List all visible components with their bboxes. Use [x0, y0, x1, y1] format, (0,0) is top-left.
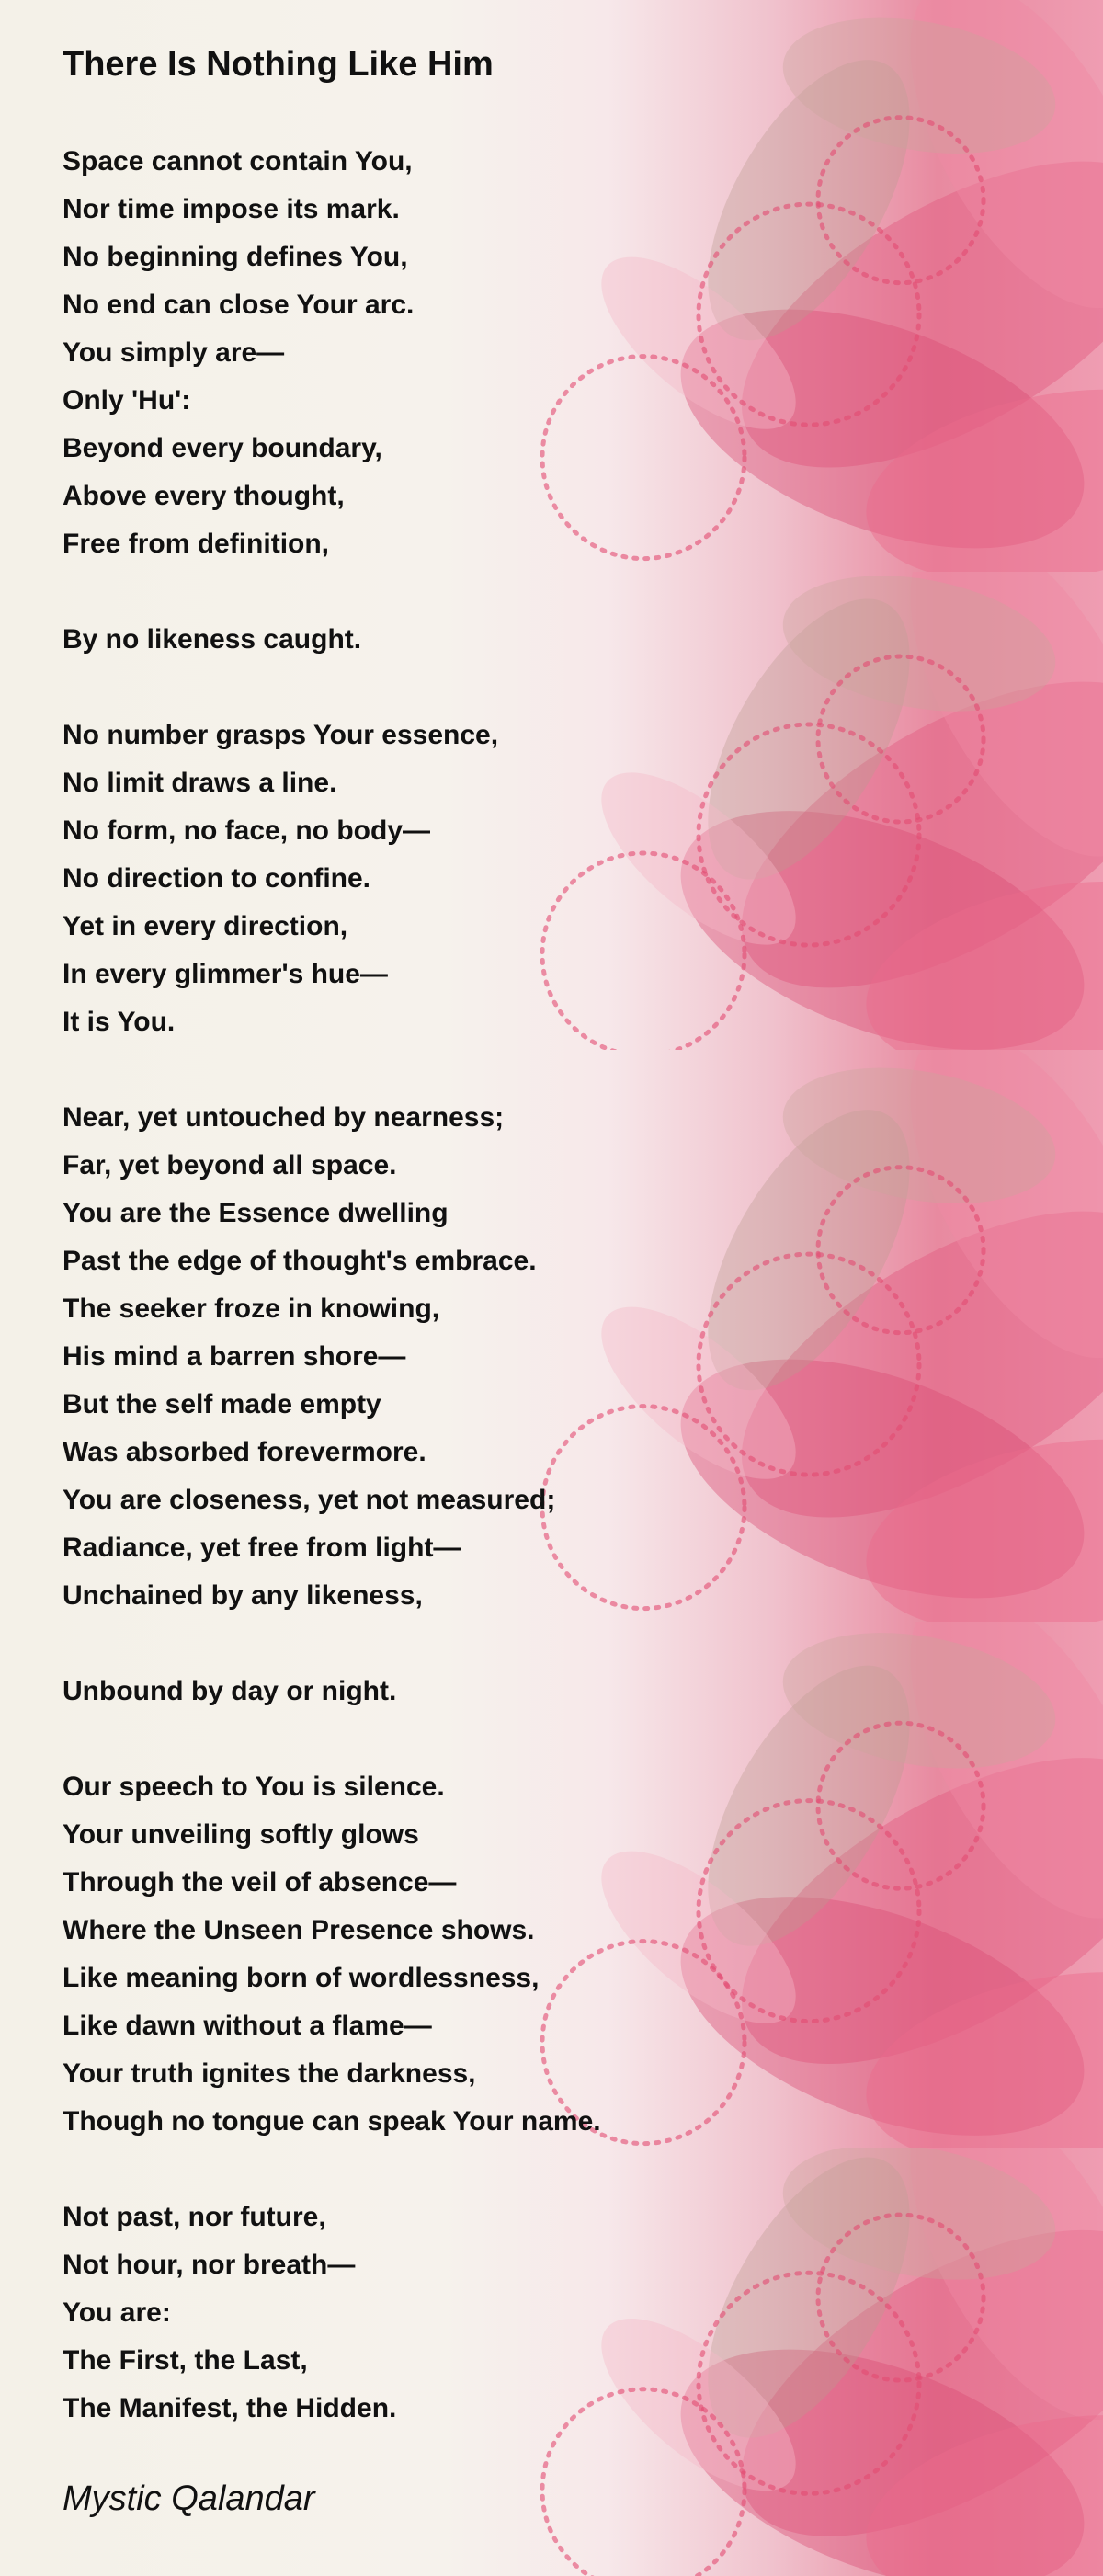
poem-line: You are: [63, 2297, 171, 2328]
poem-line: No direction to confine. [63, 863, 370, 894]
poem-line: Above every thought, [63, 481, 345, 511]
poem-line: Was absorbed forevermore. [63, 1437, 426, 1467]
poem-line: Unchained by any likeness, [63, 1580, 423, 1611]
poem-line: In every glimmer's hue— [63, 959, 388, 989]
poem-line: Like dawn without a flame— [63, 2011, 432, 2041]
poem-line: Through the veil of absence— [63, 1867, 457, 1898]
stanza-break [63, 1620, 601, 1668]
poem-title: There Is Nothing Like Him [63, 45, 494, 84]
poem-line: Your unveiling softly glows [63, 1819, 419, 1850]
poem-line: No number grasps Your essence, [63, 720, 499, 750]
poem-body [63, 138, 601, 2433]
poem-line: The Manifest, the Hidden. [63, 2393, 397, 2423]
poem-line: The First, the Last, [63, 2345, 308, 2376]
poem-line: His mind a barren shore— [63, 1341, 406, 1372]
poem-line: Unbound by day or night. [63, 1676, 397, 1706]
stanza-break [63, 664, 601, 712]
poem-line: Your truth ignites the darkness, [63, 2058, 476, 2089]
poem-line: Free from definition, [63, 529, 330, 559]
poem-line: No beginning defines You, [63, 242, 408, 272]
poem-author: Mystic Qalandar [63, 2479, 315, 2518]
poem-line: No end can close Your arc. [63, 290, 415, 320]
poem-line: Radiance, yet free from light— [63, 1533, 461, 1563]
poem-line: By no likeness caught. [63, 624, 362, 655]
poem-line: Yet in every direction, [63, 911, 348, 941]
poem-line: Beyond every boundary, [63, 433, 382, 463]
poem-line: You simply are— [63, 337, 285, 368]
poem-line: The seeker froze in knowing, [63, 1294, 440, 1324]
poem-line: Only 'Hu': [63, 385, 191, 416]
poem-line: It is You. [63, 1007, 176, 1037]
poem-line: Though no tongue can speak Your name. [63, 2106, 601, 2137]
poem-line: Like meaning born of wordlessness, [63, 1963, 540, 1993]
poem-line: Near, yet untouched by nearness; [63, 1102, 505, 1133]
stanza-break [63, 2146, 601, 2194]
poem-line: Past the edge of thought's embrace. [63, 1246, 537, 1276]
poem-line: Our speech to You is silence. [63, 1772, 445, 1802]
poem-line: Where the Unseen Presence shows. [63, 1915, 535, 1945]
poem-line: Not past, nor future, [63, 2202, 326, 2232]
poem-line: Far, yet beyond all space. [63, 1150, 397, 1180]
poem-line: No form, no face, no body— [63, 815, 431, 846]
poem-line: No limit draws a line. [63, 768, 337, 798]
poem-line: You are the Essence dwelling [63, 1198, 449, 1228]
poem-line: But the self made empty [63, 1389, 381, 1419]
poem-line: Space cannot contain You, [63, 146, 413, 177]
stanza-break [63, 1715, 601, 1763]
stanza-break [63, 1046, 601, 1094]
poem-line: Not hour, nor breath— [63, 2250, 356, 2280]
poem-line: You are closeness, yet not measured; [63, 1485, 556, 1515]
stanza-break [63, 568, 601, 616]
poem-line: Nor time impose its mark. [63, 194, 400, 224]
